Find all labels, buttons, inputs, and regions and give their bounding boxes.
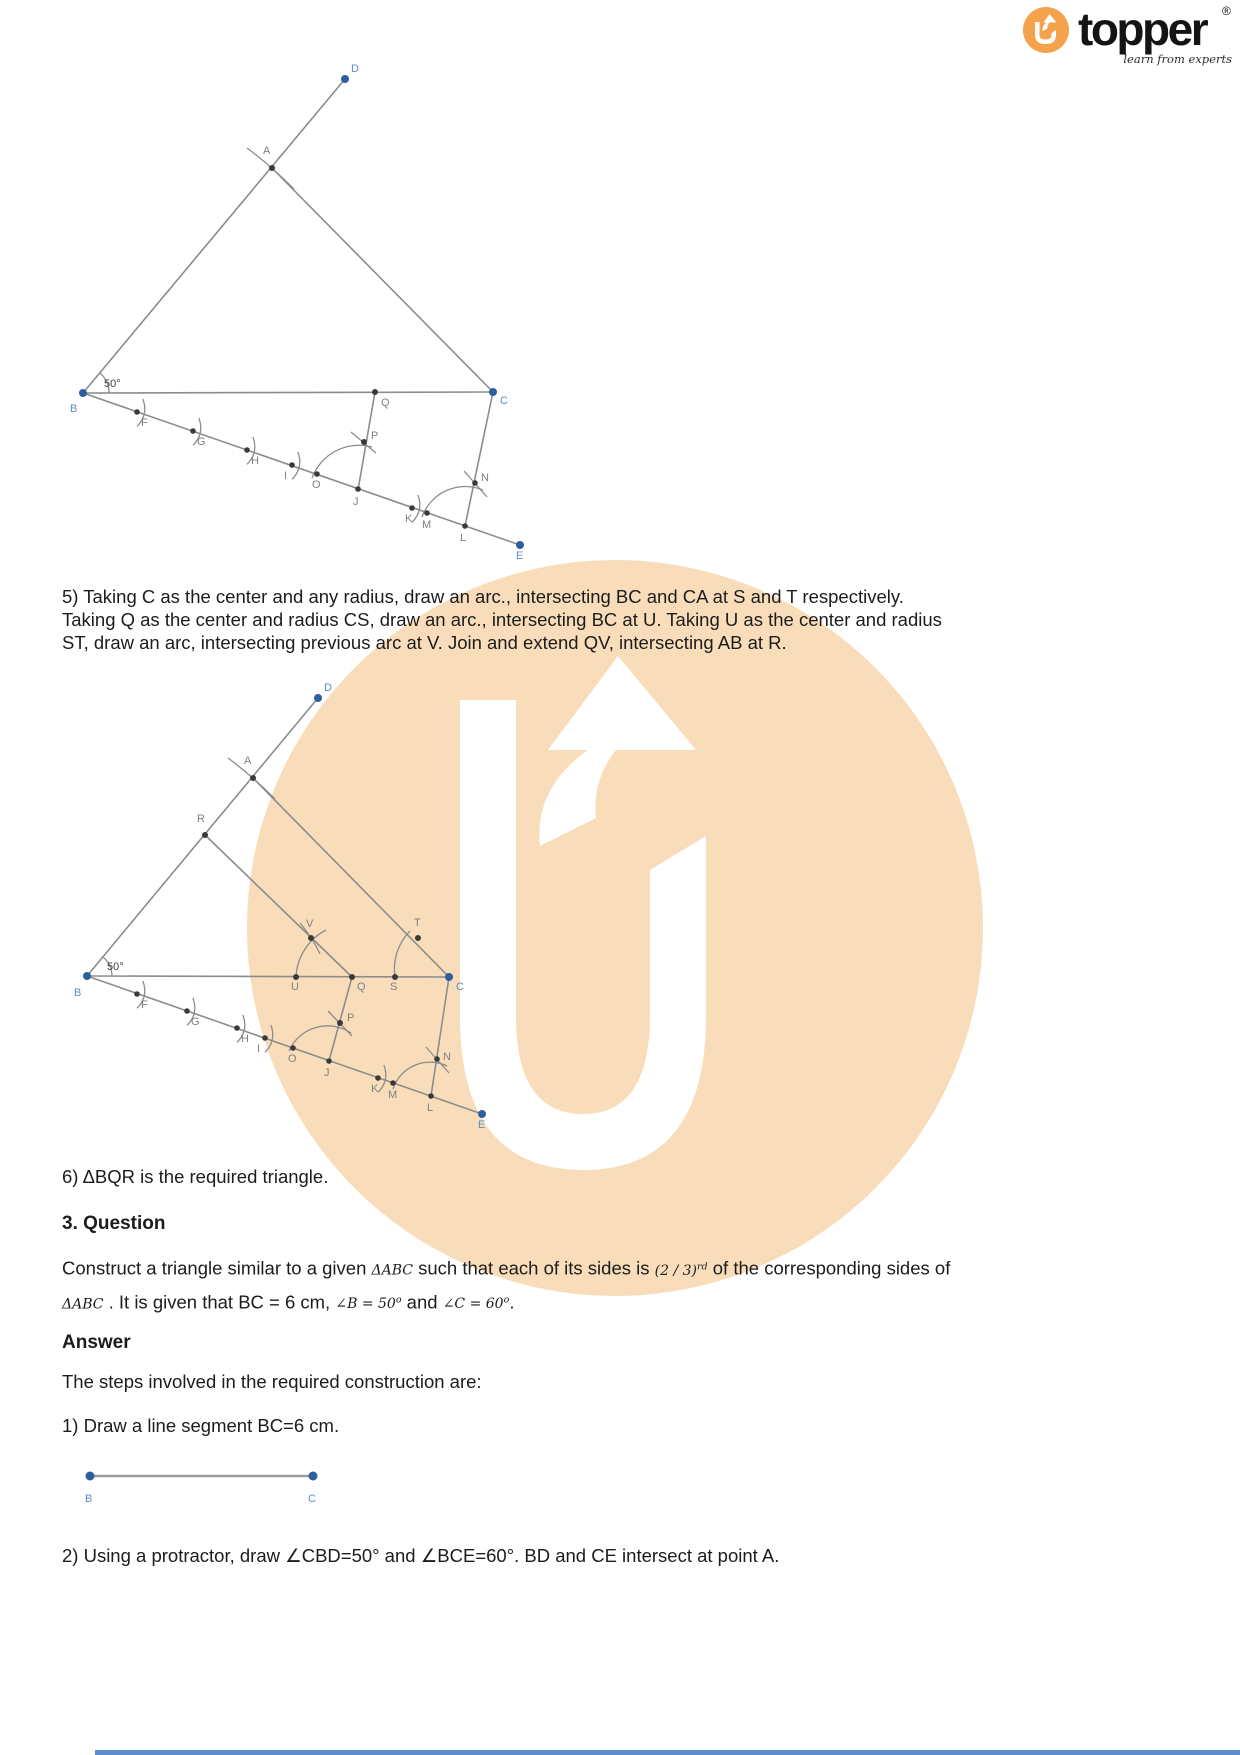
question-paragraph (62, 1252, 950, 1319)
point-A (269, 165, 275, 171)
question-heading: 3. Question (62, 1213, 166, 1234)
arc-at-N (422, 486, 483, 517)
step2-text: 2) Using a protractor, draw ∠CBD=50° and ∠BCE=60°. BD and CE intersect at point A. (62, 1545, 780, 1566)
d1-label-D: D (351, 63, 359, 75)
question-text: . It is given that BC = 6 cm, (103, 1291, 336, 1313)
point-M (390, 1080, 396, 1086)
d2-label-O: O (288, 1053, 297, 1065)
point-J (326, 1058, 332, 1064)
point-E (516, 541, 524, 549)
question-line1 (62, 1252, 950, 1286)
segment-bc-figure (70, 1460, 350, 1520)
segment-point-C (309, 1472, 318, 1481)
point-N (434, 1056, 440, 1062)
registered-mark: ® (1222, 4, 1231, 18)
bottom-divider-bar (95, 1750, 1240, 1755)
point-P (337, 1020, 343, 1026)
d2-label-N: N (443, 1051, 451, 1063)
math-angle-c: ∠C = $60^o$ (442, 1294, 510, 1313)
point-D (314, 694, 322, 702)
d1-label-J: J (353, 496, 359, 508)
question-text: and (401, 1291, 443, 1313)
point-L (428, 1093, 434, 1099)
d2-label-U: U (291, 981, 299, 993)
d2-label-I: I (257, 1043, 261, 1055)
point-I (289, 462, 295, 468)
question-text: Construct a triangle similar to a given (62, 1257, 372, 1279)
question-text: such that each of its sides is (412, 1257, 655, 1279)
construction-diagram-1 (60, 50, 540, 570)
d1-label-E: E (516, 550, 524, 562)
construction-diagram-2 (60, 630, 540, 1140)
topper-logo-text: topper (1078, 3, 1207, 55)
point-T (415, 935, 421, 941)
point-M (424, 510, 430, 516)
segment-point-B (86, 1472, 95, 1481)
d2-label-L: L (427, 1102, 434, 1114)
point-O (290, 1045, 296, 1051)
answer-heading: Answer (62, 1332, 131, 1353)
point-Q (372, 389, 378, 395)
d2-label-S: S (390, 981, 398, 993)
point-H (234, 1025, 240, 1031)
steps-intro: The steps involved in the required construction are: (62, 1371, 482, 1392)
point-E (478, 1110, 486, 1118)
d1-label-M: M (422, 519, 432, 531)
point-G (190, 428, 196, 434)
point-C (445, 973, 453, 981)
step5-line3: ST, draw an arc, intersecting previous arc at V. Join and extend QV, intersecting AB at R. (62, 632, 787, 653)
point-B (79, 389, 87, 397)
line-BD (83, 79, 345, 393)
point-K (375, 1075, 381, 1081)
logo-tagline: learn from experts (1123, 52, 1232, 66)
point-K (409, 505, 415, 511)
point-O (314, 471, 320, 477)
line-BD (87, 698, 318, 976)
point-P (361, 439, 367, 445)
d2-label-B: B (74, 987, 82, 999)
topper-logo-badge-icon (1022, 6, 1070, 54)
question-text: . (509, 1291, 515, 1313)
step5-line2: Taking Q as the center and radius CS, draw an arc., intersecting BC at U. Taking U as the center and radius (62, 609, 942, 630)
arc-at-P (289, 1026, 351, 1051)
d2-label-D: D (324, 682, 332, 694)
point-I (262, 1035, 268, 1041)
point-S (392, 974, 398, 980)
d1-label-I: I (284, 470, 288, 482)
point-F (134, 409, 140, 415)
point-B (83, 972, 91, 980)
d2-label-C: C (456, 981, 464, 993)
d2-label-J: J (324, 1067, 330, 1079)
point-R (202, 832, 208, 838)
line-BC (83, 392, 493, 393)
line-AC (272, 168, 493, 392)
d2-label-Q: Q (357, 981, 366, 993)
d1-label-F: F (141, 417, 148, 429)
step1-text: 1) Draw a line segment BC=6 cm. (62, 1415, 340, 1436)
line-AC (253, 778, 449, 977)
d2-label-F: F (141, 999, 148, 1011)
d1-angle-label: 50° (104, 378, 121, 390)
step5-line1: 5) Taking C as the center and any radius, draw an arc., intersecting BC and CA at S and T respectively. (62, 586, 904, 607)
line-CL (431, 977, 449, 1096)
d1-label-B: B (70, 403, 78, 415)
point-J (355, 486, 361, 492)
d2-label-K: K (371, 1083, 379, 1095)
d2-angle-label: 50° (107, 961, 124, 973)
segment-label-C: C (308, 1493, 316, 1505)
point-G (184, 1008, 190, 1014)
d1-label-C: C (500, 395, 508, 407)
d2-label-T: T (414, 917, 421, 929)
ray-BE (83, 393, 520, 545)
segment-label-B: B (85, 1493, 93, 1505)
d2-label-P: P (347, 1012, 355, 1024)
point-Q (349, 974, 355, 980)
d1-label-L: L (460, 532, 467, 544)
point-L (462, 523, 468, 529)
point-C (489, 388, 497, 396)
math-triangle-abc: ΔABC (371, 1262, 413, 1279)
point-F (134, 991, 140, 997)
arc-ST (394, 931, 410, 977)
d1-label-P: P (371, 430, 379, 442)
d1-label-O: O (312, 479, 321, 491)
d1-label-G: G (197, 436, 206, 448)
d1-label-H: H (251, 455, 259, 467)
d2-label-R: R (197, 813, 205, 825)
line-CL (465, 392, 493, 526)
point-H (244, 447, 250, 453)
d1-label-K: K (405, 513, 413, 525)
point-N (472, 480, 478, 486)
math-angle-b: ∠B = $50^o$ (335, 1294, 402, 1313)
point-U (293, 974, 299, 980)
d1-label-Q: Q (381, 397, 390, 409)
question-text: of the corresponding sides of (707, 1257, 951, 1279)
math-two-thirds: (2 / 3)$^{rd}$ (654, 1261, 708, 1279)
d2-label-A: A (244, 755, 252, 767)
step6-text: 6) ΔBQR is the required triangle. (62, 1166, 329, 1187)
point-D (341, 75, 349, 83)
d2-label-V: V (306, 918, 314, 930)
d1-label-A: A (263, 145, 271, 157)
d2-label-G: G (191, 1016, 200, 1028)
point-V (308, 935, 314, 941)
d2-label-M: M (388, 1089, 398, 1101)
math-triangle-abc: ΔABC (62, 1296, 104, 1313)
d1-label-N: N (481, 472, 489, 484)
ray-BE (87, 976, 482, 1114)
d2-label-E: E (478, 1119, 486, 1131)
question-line2 (62, 1286, 950, 1320)
d2-label-H: H (241, 1033, 249, 1045)
point-A (250, 775, 256, 781)
